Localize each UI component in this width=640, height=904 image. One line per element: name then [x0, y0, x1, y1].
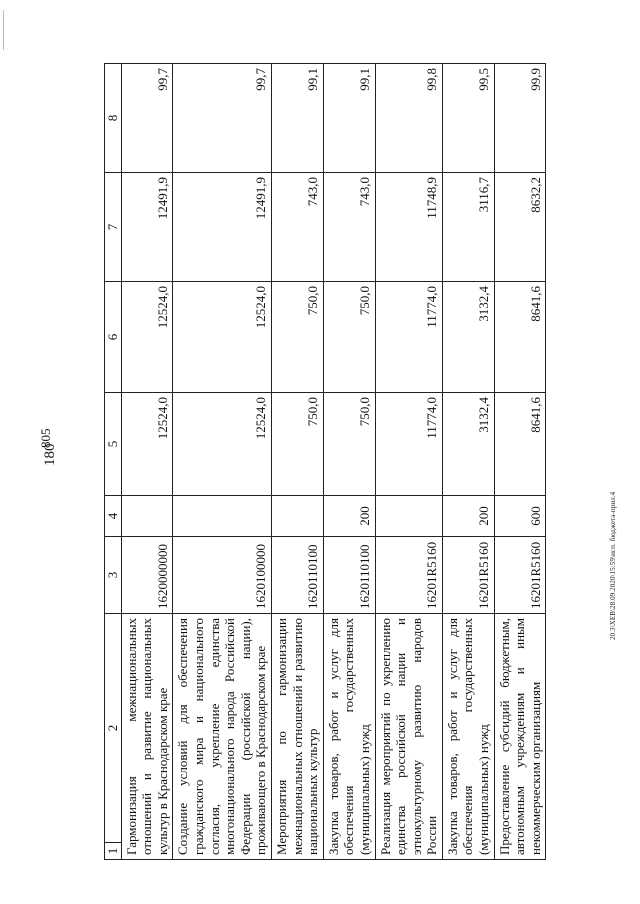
row-value: 12524,0: [121, 393, 173, 496]
row-vr: [173, 496, 272, 537]
row-vr: [121, 496, 173, 537]
row-value: 12491,9: [173, 173, 272, 282]
table-row: [173, 64, 272, 860]
column-number: 1: [105, 843, 122, 860]
table-row: [271, 64, 323, 860]
row-vr: 600: [494, 496, 546, 537]
row-percent: 99,7: [173, 64, 272, 173]
row-percent: 99,1: [271, 64, 323, 173]
row-percent: 99,8: [375, 64, 442, 173]
column-number: 3: [105, 537, 122, 614]
column-number: 5: [105, 393, 122, 496]
row-value: 750,0: [271, 393, 323, 496]
page-number: 805: [38, 428, 53, 448]
row-code: 1620110100: [323, 537, 375, 614]
column-number: 6: [105, 282, 122, 393]
row-value: 8641,6: [494, 393, 546, 496]
budget-table-container: [104, 64, 580, 860]
row-code: 1620110100: [271, 537, 323, 614]
column-number: 4: [105, 496, 122, 537]
page-header-number: 180: [42, 443, 58, 466]
row-value: 8632,2: [494, 173, 546, 282]
budget-table: [104, 63, 546, 860]
row-value: 8641,6: [494, 282, 546, 393]
table-row: [121, 64, 173, 860]
row-description: Создание условий для обеспечения гражданского мира и национального согласия, укрепление единства многонационального народа Российской Федерации (российской нации), проживающего в Краснодарском крае: [173, 614, 272, 860]
column-number: 2: [105, 614, 122, 843]
table-row: [442, 64, 494, 860]
row-code: 1620000000: [121, 537, 173, 614]
row-percent: 99,1: [323, 64, 375, 173]
table-row: [375, 64, 442, 860]
row-vr: [375, 496, 442, 537]
row-description: Закупка товаров, работ и услуг для обеспечения государственных (муниципальных) нужд: [442, 614, 494, 860]
row-value: 750,0: [323, 393, 375, 496]
row-value: 12524,0: [173, 393, 272, 496]
column-number: 8: [105, 64, 122, 173]
row-value: 11748,9: [375, 173, 442, 282]
margin-line: [3, 10, 4, 50]
row-percent: 99,7: [121, 64, 173, 173]
row-value: 743,0: [323, 173, 375, 282]
row-vr: 200: [323, 496, 375, 537]
table-row: [494, 64, 546, 860]
row-percent: 99,5: [442, 64, 494, 173]
row-vr: 200: [442, 496, 494, 537]
table-row: [323, 64, 375, 860]
column-number-row: [105, 64, 122, 860]
row-value: 743,0: [271, 173, 323, 282]
row-code: 16201R5160: [375, 537, 442, 614]
row-description: Гармонизация межнациональных отношений и развитие национальных культур в Краснодарском крае: [121, 614, 173, 860]
row-description: Закупка товаров, работ и услуг для обеспечения государственных (муниципальных) нужд: [323, 614, 375, 860]
row-value: 3132,4: [442, 393, 494, 496]
row-value: 750,0: [271, 282, 323, 393]
row-description: Реализация мероприятий по укреплению единства российской нации и этнокультурному развитию народов России: [375, 614, 442, 860]
row-percent: 99,9: [494, 64, 546, 173]
row-code: 16201R5160: [442, 537, 494, 614]
footer-stamp: 20.3\XEB\28.09.2020\15:59\исп. бюджета-прил.4: [609, 491, 617, 640]
column-number: 7: [105, 173, 122, 282]
row-vr: [271, 496, 323, 537]
row-value: 11774,0: [375, 282, 442, 393]
row-value: 12491,9: [121, 173, 173, 282]
row-code: 1620100000: [173, 537, 272, 614]
row-code: 16201R5160: [494, 537, 546, 614]
row-value: 3132,4: [442, 282, 494, 393]
row-value: 12524,0: [121, 282, 173, 393]
row-value: 11774,0: [375, 393, 442, 496]
row-description: Предоставление субсидий бюджетным, автономным учреждениям и иным некоммерческим организациям: [494, 614, 546, 860]
row-value: 12524,0: [173, 282, 272, 393]
row-description: Мероприятия по гармонизации межнациональных отношений и развитию национальных культур: [271, 614, 323, 860]
row-value: 750,0: [323, 282, 375, 393]
row-value: 3116,7: [442, 173, 494, 282]
